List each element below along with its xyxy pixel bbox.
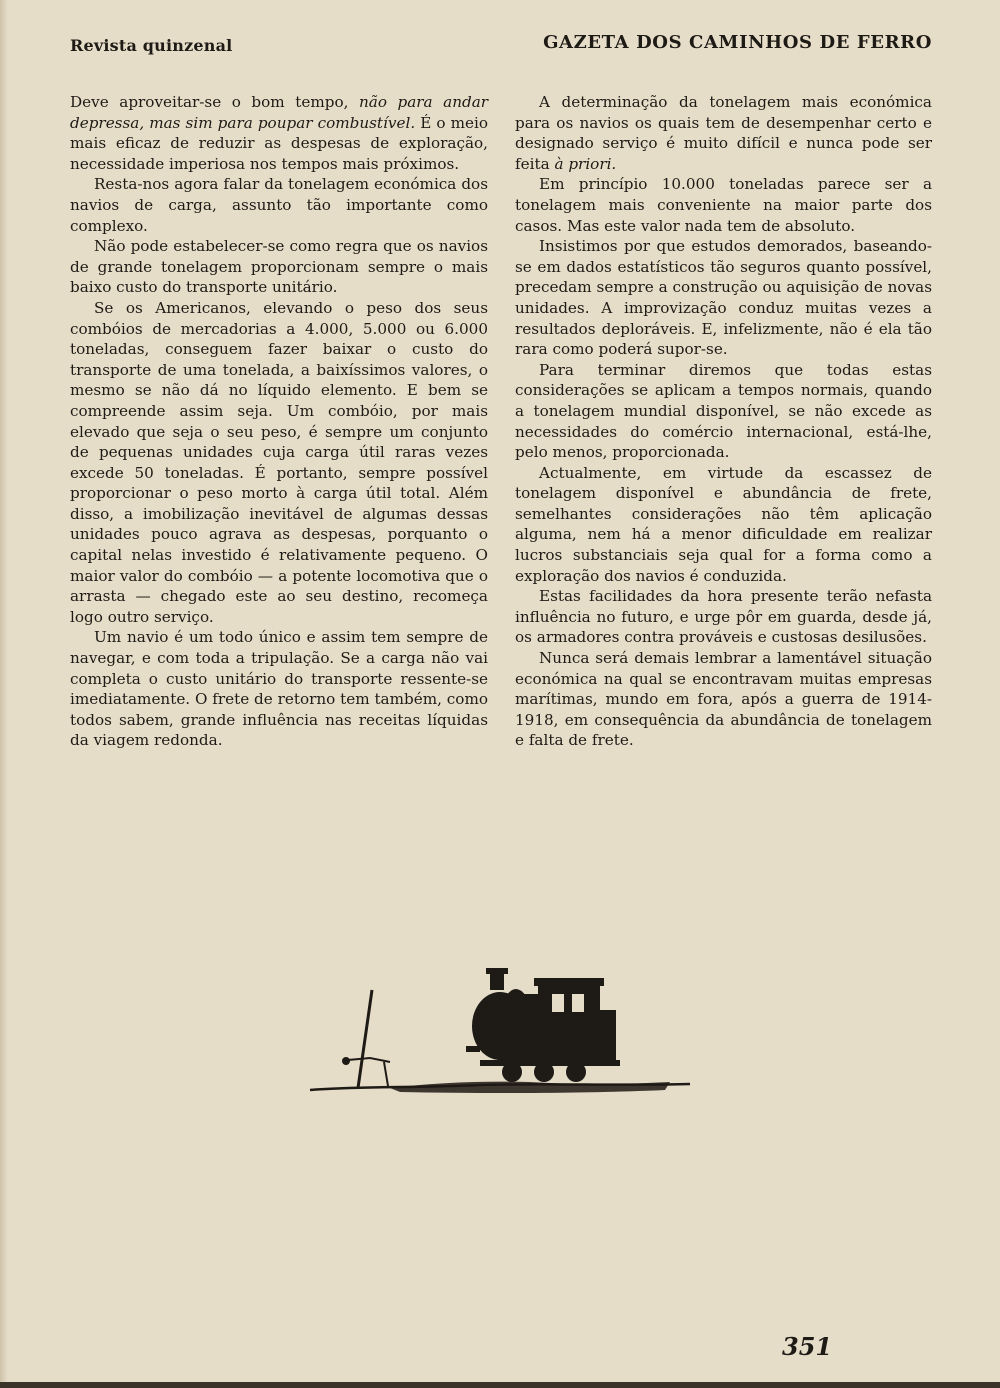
paragraph: Estas facilidades da hora presente terão nefasta influência no futuro, e urge pôr em guarda, desde já, os armadores contra prováveis e custosas desilusões. xyxy=(515,587,932,647)
header-right: GAZETA DOS CAMINHOS DE FERRO xyxy=(543,32,932,53)
locomotive-illustration xyxy=(300,962,700,1112)
page-edge-bottom xyxy=(0,1382,1000,1388)
paragraph xyxy=(515,92,932,174)
paragraph xyxy=(70,92,488,174)
header-left: Revista quinzenal xyxy=(70,36,233,55)
paragraph: Um navio é um todo único e assim tem sempre de navegar, e com toda a tripulação. Se a carga não vai completa o custo unitário do transporte ressente-se imediatamente. O frete de retorno tem também, como todos sabem, grande influência nas receitas líquidas da viagem redonda. xyxy=(70,628,488,750)
paragraph-text: Deve aproveitar-se o bom tempo, xyxy=(70,93,349,111)
paragraph-italic: à priori. xyxy=(554,154,617,173)
paragraph: Nunca será demais lembrar a lamentável situação económica na qual se encontravam muitas empresas marítimas, mundo em fora, após a guerra de 1914-1918, em consequência da abundância de tonelagem e falta de frete. xyxy=(515,649,932,750)
paragraph-text: A determinação da tonelagem mais económica para os navios os quais tem de desempenhar certo e designado serviço é muito difícil e nunca pode ser feita xyxy=(515,93,932,173)
paragraph: Se os Americanos, elevando o peso dos seus combóios de mercadorias a 4.000, 5.000 ou 6.000 toneladas, conseguem fazer baixar o custo do transporte de uma tonelada, a baixíssimos valores, o mesmo se não dá no líquido elemento. E bem se compreende assim seja. Um combóio, por mais elevado que seja o seu peso, é sempre um conjunto de pequenas unidades cuja carga útil raras vezes excede 50 toneladas. É portanto, sempre possível proporcionar o peso morto à carga útil total. Além disso, a imobilização inevitável de algumas dessas unidades pouco agrava as despesas, porquanto o capital nelas investido é relativamente pequeno. O maior valor do combóio — a potente locomotiva que o arrasta — chegado este ao seu destino, recomeça logo outro serviço. xyxy=(70,298,488,626)
paragraph: Não pode estabelecer-se como regra que os navios de grande tonelagem proporcionam sempre o mais baixo custo do transporte unitário. xyxy=(70,237,488,297)
right-column xyxy=(515,92,932,751)
paragraph: Em princípio 10.000 toneladas parece ser a tonelagem mais conveniente na maior parte dos casos. Mas este valor nada tem de absoluto. xyxy=(515,175,932,235)
paragraph: Insistimos por que estudos demorados, baseando-se em dados estatísticos tão seguros quanto possível, precedam sempre a construção ou aquisição de novas unidades. A improvização conduz muitas vezes a resultados deploráveis. E, infelizmente, não é ela tão rara como poderá supor-se. xyxy=(515,237,932,359)
left-column xyxy=(70,92,488,751)
paragraph-text: É o meio mais eficaz de reduzir as despesas de exploração, necessidade imperiosa nos tempos mais próximos. xyxy=(70,113,488,173)
paragraph-italic: não para andar depressa, mas sim para poupar combustível. xyxy=(70,93,489,132)
paragraph: Actualmente, em virtude da escassez de tonelagem disponível e abundância de frete, semelhantes considerações não têm aplicação alguma, nem há a menor dificuldade em realizar lucros substanciais seja qual for a forma como a exploração dos navios é conduzida. xyxy=(515,463,932,585)
page-number: 351 xyxy=(782,1332,833,1361)
paragraph: Para terminar diremos que todas estas considerações se aplicam a tempos normais, quando a tonelagem mundial disponível, se não excede as necessidades do comércio internacional, está-lhe, pelo menos, proporcionada. xyxy=(515,360,932,462)
paragraph: Resta-nos agora falar da tonelagem económica dos navios de carga, assunto tão importante como complexo. xyxy=(70,175,488,235)
page-edge xyxy=(0,0,8,1388)
